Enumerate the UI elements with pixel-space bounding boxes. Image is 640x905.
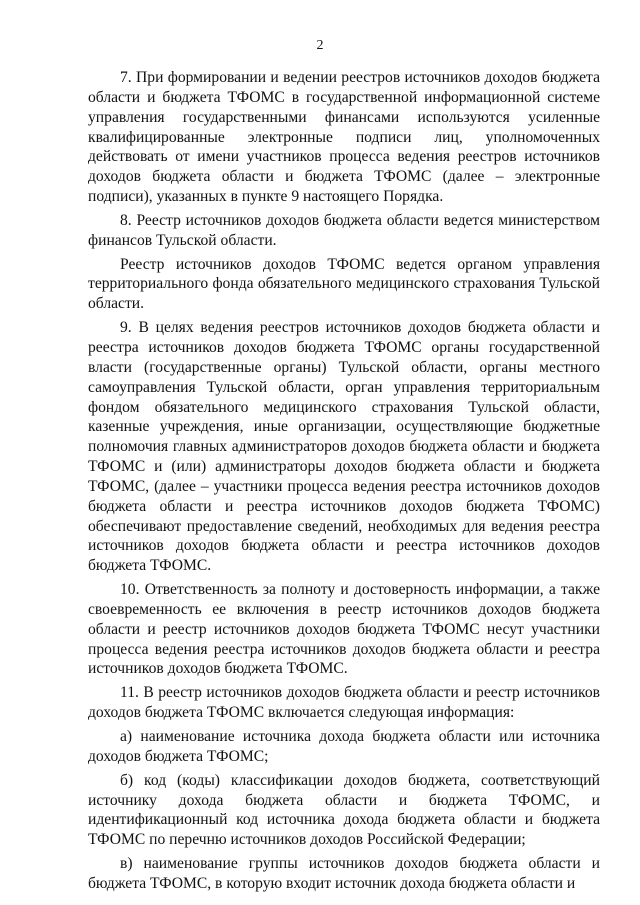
document-body: [88, 68, 600, 898]
paragraph-8-continued: Реестр источников доходов ТФОМС ведется органом управления территориального фонда обязательного медицинского страхования Тульской области.: [88, 255, 600, 313]
paragraph-7: 7. При формировании и ведении реестров источников доходов бюджета области и бюджета ТФОМС в государственной информационной системе управления государственными финансами используются усиленные квалифицированные электронные подписи лиц, уполномоченных действовать от имени участников процесса ведения реестров источников доходов бюджета области и бюджета ТФОМС (далее – электронные подписи), указанных в пункте 9 настоящего Порядка.: [88, 69, 600, 206]
paragraph-8: 8. Реестр источников доходов бюджета области ведется министерством финансов Тульской области.: [88, 211, 600, 249]
paragraph-9: 9. В целях ведения реестров источников доходов бюджета области и реестра источников доходов бюджета ТФОМС органы государственной власти (государственные органы) Тульской области, органы местного самоуправления Тульской области, орган управления территориальным фондом обязательного медицинского страхования Тульской области, казенные учреждения, иные организации, осуществляющие бюджетные полномочия главных администраторов доходов бюджета области и бюджета ТФОМС и (или) администраторы доходов бюджета области и бюджета ТФОМС, (далее – участники процесса ведения реестра источников доходов бюджета области и реестра источников доходов бюджета ТФОМС) обеспечивают предоставление сведений, необходимых для ведения реестра источников доходов бюджета области и реестра источников доходов бюджета ТФОМС.: [88, 319, 600, 575]
paragraph-11: 11. В реестр источников доходов бюджета области и реестр источников доходов бюджета ТФОМС включается следующая информация:: [88, 684, 600, 722]
paragraph-11-item-a: а) наименование источника дохода бюджета области или источника доходов бюджета ТФОМС;: [88, 728, 600, 765]
page-number: 2: [316, 38, 324, 53]
paragraph-11-item-b: б) код (коды) классификации доходов бюджета, соответствующий источнику дохода бюджета области и бюджета ТФОМС, и идентификационный код источника дохода бюджета области и бюджета ТФОМС по перечню источников доходов Российской Федерации;: [88, 771, 600, 849]
paragraph-11-item-c: в) наименование группы источников доходов бюджета области и бюджета ТФОМС, в которую входит источник дохода бюджета области и: [88, 855, 600, 892]
paragraph-10: 10. Ответственность за полноту и достоверность информации, а также своевременность ее включения в реестр источников доходов бюджета области и реестр источников доходов бюджета ТФОМС несут участники процесса ведения реестра источников доходов бюджета области и реестра источников доходов бюджета ТФОМС.: [88, 581, 600, 678]
